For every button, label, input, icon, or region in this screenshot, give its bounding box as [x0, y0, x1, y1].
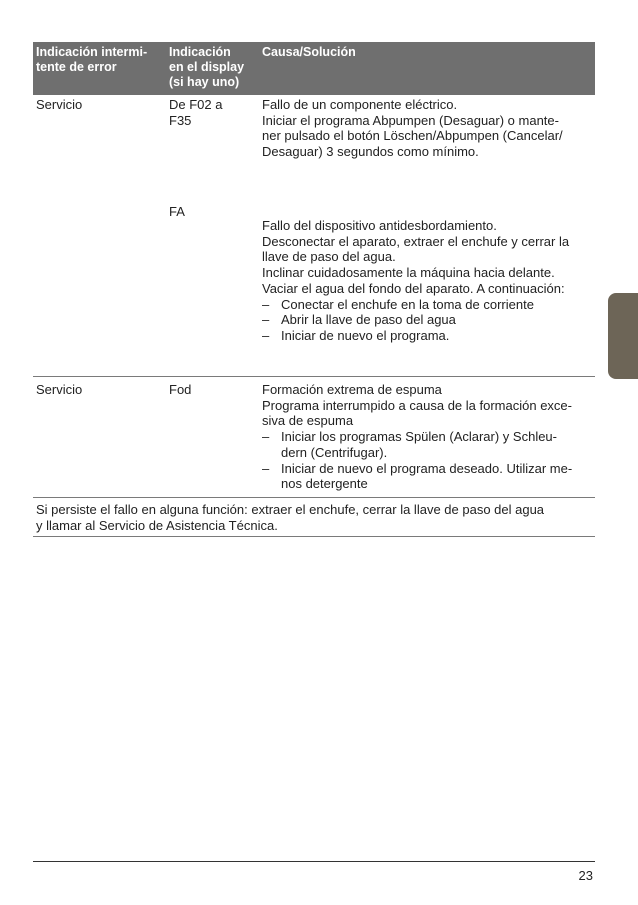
list-item: – Iniciar los programas Spülen (Aclarar) y Schleu- dern (Centrifugar). [262, 429, 557, 460]
page-number: 23 [578, 868, 593, 883]
footer-rule [33, 861, 595, 862]
header-display-indication: Indicación en el display (si hay uno) [169, 45, 245, 89]
list-item: – Iniciar de nuevo el programa deseado. Utilizar me- nos detergente [262, 460, 573, 492]
row-1-display-code: De F02 a F35 [169, 97, 223, 128]
row-divider [33, 376, 595, 377]
chapter-tab [608, 293, 638, 379]
row-divider [33, 497, 595, 498]
list-item: – Abrir la llave de paso del agua [262, 312, 456, 328]
table-bottom-rule [33, 536, 595, 537]
row-3-cause-solution: Formación extrema de espuma Programa interrumpido a causa de la formación exce- siva de espuma – Iniciar los programas Spülen (Aclarar) y Schleu- dern (Centrifugar). – Iniciar de nuevo el programa deseado. Utilizar me- nos detergente [262, 382, 573, 492]
header-error-indication: Indicación intermi- tente de error [36, 45, 148, 74]
table-header [33, 42, 595, 95]
row-1-cause-solution: Fallo de un componente eléctrico. Iniciar el programa Abpumpen (Desaguar) o mante- ner pulsado el botón Löschen/Abpumpen (Cancelar/ Desaguar) 3 segundos como mínimo. [262, 97, 563, 160]
row-1-error-indication: Servicio [36, 97, 83, 112]
list-item: – Conectar el enchufe en la toma de corriente [262, 296, 534, 312]
row-3-display-code: Fod [169, 382, 192, 397]
table-footnote: Si persiste el fallo en alguna función: extraer el enchufe, cerrar la llave de paso del agua y llamar al Servicio de Asistencia Técnica. [36, 502, 545, 533]
row-3-error-indication: Servicio [36, 382, 83, 397]
row-2-cause-solution: Fallo del dispositivo antidesbordamiento. Desconectar el aparato, extraer el enchufe y cerrar la llave de paso del agua. Inclinar cuidadosamente la máquina hacia delante. Vaciar el agua del fondo del aparato. A continuación: – Conectar el enchufe en la toma de corriente – Abrir la llave de paso del agua – Iniciar de nuevo el programa. [262, 218, 570, 343]
list-item: – Iniciar de nuevo el programa. [262, 327, 450, 343]
header-cause-solution: Causa/Solución [262, 45, 356, 59]
row-2-display-code: FA [169, 204, 185, 219]
